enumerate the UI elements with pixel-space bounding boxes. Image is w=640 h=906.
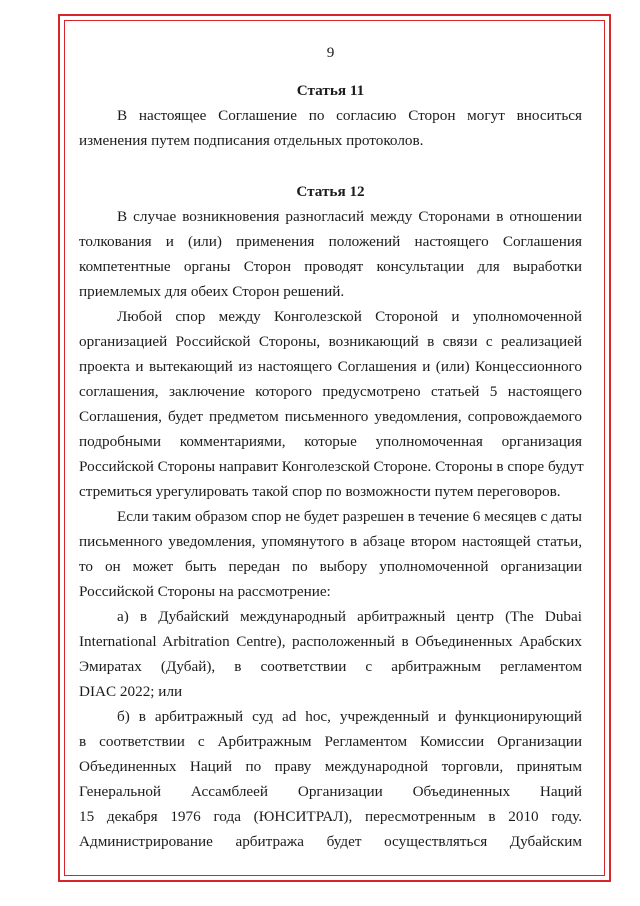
article-12-paragraph-3 (79, 504, 582, 604)
text-line: а) в Дубайский международный арбитражный центр (The Dubai (117, 608, 582, 625)
text-line: проекта и вытекающий из настоящего Соглашения и (или) Концессионного (79, 358, 582, 375)
text-line: Если таким образом спор не будет разрешен в течение 6 месяцев с даты (117, 508, 582, 525)
page-number: 9 (326, 44, 335, 61)
document-body (79, 40, 582, 854)
text-line: Российской Стороны на рассмотрение: (79, 583, 331, 600)
text-line: организацией Российской Стороны, возникающий в связи с реализацией (79, 333, 582, 350)
text-line: Соглашения, будет предметом письменного уведомления, сопровождаемого (79, 408, 582, 425)
article-12-paragraph-2 (79, 304, 582, 504)
text-line: стремиться урегулировать такой спор по возможности путем переговоров. (79, 483, 561, 500)
text-line: соглашения, заключение которого предусмотрено статьей 5 настоящего (79, 383, 582, 400)
text-line: Российской Стороны направит Конголезской Стороне. Стороны в споре будут (79, 458, 584, 475)
text-line: в соответствии с Арбитражным Регламентом Комиссии Организации (79, 733, 582, 750)
text-line: то он может быть передан по выбору уполномоченной организации (79, 558, 582, 575)
text-line: DIAC 2022; или (79, 683, 183, 700)
text-line: International Arbitration Centre), расположенный в Объединенных Арабских (79, 633, 582, 650)
text-line: 15 декабря 1976 года (ЮНСИТРАЛ), пересмотренным в 2010 году. (79, 808, 582, 825)
article-11-paragraph (79, 103, 582, 153)
text-line: Администрирование арбитража будет осуществляться Дубайским (79, 833, 582, 850)
article-12-heading: Статья 12 (296, 183, 365, 200)
list-item-b (79, 704, 582, 854)
article-12-paragraph-1 (79, 204, 582, 304)
text-line: компетентные органы Сторон проводят консультации для выработки (79, 258, 582, 275)
text-line: В случае возникновения разногласий между Сторонами в отношении (117, 208, 582, 225)
text-line: Объединенных Наций по праву международной торговли, принятым (79, 758, 582, 775)
text-line: подробными комментариями, которые уполномоченная организация (79, 433, 582, 450)
text-line: письменного уведомления, упомянутого в абзаце втором настоящей статьи, (79, 533, 582, 550)
text-line: Генеральной Ассамблеей Организации Объединенных Наций (79, 783, 582, 800)
text-line: В настоящее Соглашение по согласию Сторон могут вноситься (117, 107, 582, 124)
text-line: толкования и (или) применения положений настоящего Соглашения (79, 233, 582, 250)
list-item-a (79, 604, 582, 704)
text-line: Любой спор между Конголезской Стороной и уполномоченной (117, 308, 582, 325)
text-line: б) в арбитражный суд ad hoc, учрежденный и функционирующий (117, 708, 582, 725)
text-line: изменения путем подписания отдельных протоколов. (79, 132, 424, 149)
text-line: приемлемых для обеих Сторон решений. (79, 283, 345, 300)
article-11-heading: Статья 11 (296, 82, 365, 99)
text-line: Эмиратах (Дубай), в соответствии с арбитражным регламентом (79, 658, 582, 675)
